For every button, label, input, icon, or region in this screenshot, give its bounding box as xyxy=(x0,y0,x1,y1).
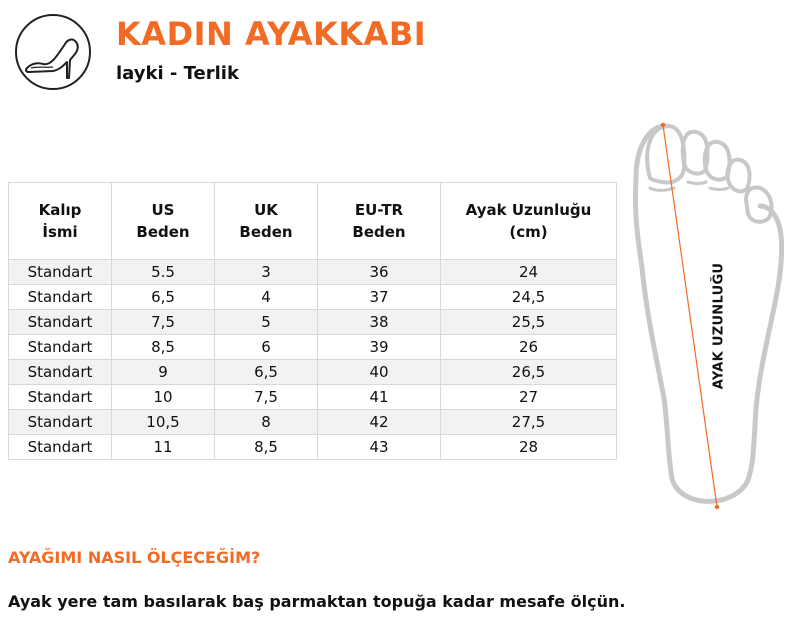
cell-eu: 38 xyxy=(318,310,441,335)
cell-kalip: Standart xyxy=(9,360,112,385)
cell-kalip: Standart xyxy=(9,410,112,435)
cell-eu: 42 xyxy=(318,410,441,435)
cell-uk: 6,5 xyxy=(215,360,318,385)
howto-text: Ayak yere tam basılarak baş parmaktan topuğa kadar mesafe ölçün. xyxy=(8,592,626,611)
page-subtitle: layki - Terlik xyxy=(116,63,239,84)
cell-us: 10 xyxy=(112,385,215,410)
cell-length: 24 xyxy=(441,260,617,285)
cell-eu: 40 xyxy=(318,360,441,385)
cell-kalip: Standart xyxy=(9,385,112,410)
cell-eu: 43 xyxy=(318,435,441,460)
table-row xyxy=(9,360,617,385)
size-table xyxy=(8,182,617,460)
table-row xyxy=(9,385,617,410)
cell-uk: 8 xyxy=(215,410,318,435)
cell-length: 26 xyxy=(441,335,617,360)
header-eu-tr-beden: EU-TR Beden xyxy=(318,183,441,260)
table-row xyxy=(9,310,617,335)
table-row xyxy=(9,260,617,285)
cell-us: 6,5 xyxy=(112,285,215,310)
cell-kalip: Standart xyxy=(9,435,112,460)
header-uk-beden: UK Beden xyxy=(215,183,318,260)
cell-length: 28 xyxy=(441,435,617,460)
cell-uk: 7,5 xyxy=(215,385,318,410)
cell-kalip: Standart xyxy=(9,335,112,360)
logo xyxy=(15,14,91,90)
cell-uk: 3 xyxy=(215,260,318,285)
header-kalip-ismi: Kalıp İsmi xyxy=(9,183,112,260)
cell-length: 24,5 xyxy=(441,285,617,310)
foot-outline-icon xyxy=(628,118,788,514)
header-us-beden: US Beden xyxy=(112,183,215,260)
cell-kalip: Standart xyxy=(9,285,112,310)
foot-length-label: AYAK UZUNLUĞU xyxy=(711,262,727,390)
cell-us: 11 xyxy=(112,435,215,460)
cell-length: 27 xyxy=(441,385,617,410)
high-heel-shoe-icon xyxy=(23,26,85,82)
cell-us: 7,5 xyxy=(112,310,215,335)
cell-uk: 6 xyxy=(215,335,318,360)
cell-eu: 41 xyxy=(318,385,441,410)
cell-kalip: Standart xyxy=(9,310,112,335)
table-header-row xyxy=(9,183,617,260)
cell-us: 9 xyxy=(112,360,215,385)
table-row xyxy=(9,410,617,435)
cell-kalip: Standart xyxy=(9,260,112,285)
cell-length: 27,5 xyxy=(441,410,617,435)
cell-us: 5.5 xyxy=(112,260,215,285)
table-row xyxy=(9,435,617,460)
cell-uk: 4 xyxy=(215,285,318,310)
cell-eu: 36 xyxy=(318,260,441,285)
cell-length: 26,5 xyxy=(441,360,617,385)
cell-us: 10,5 xyxy=(112,410,215,435)
page-title: KADIN AYAKKABI xyxy=(116,15,427,53)
cell-eu: 39 xyxy=(318,335,441,360)
header-ayak-uzunlugu: Ayak Uzunluğu (cm) xyxy=(441,183,617,260)
table-row xyxy=(9,335,617,360)
cell-uk: 8,5 xyxy=(215,435,318,460)
cell-uk: 5 xyxy=(215,310,318,335)
cell-eu: 37 xyxy=(318,285,441,310)
cell-us: 8,5 xyxy=(112,335,215,360)
howto-title: AYAĞIMI NASIL ÖLÇECEĞİM? xyxy=(8,548,261,567)
table-row xyxy=(9,285,617,310)
cell-length: 25,5 xyxy=(441,310,617,335)
